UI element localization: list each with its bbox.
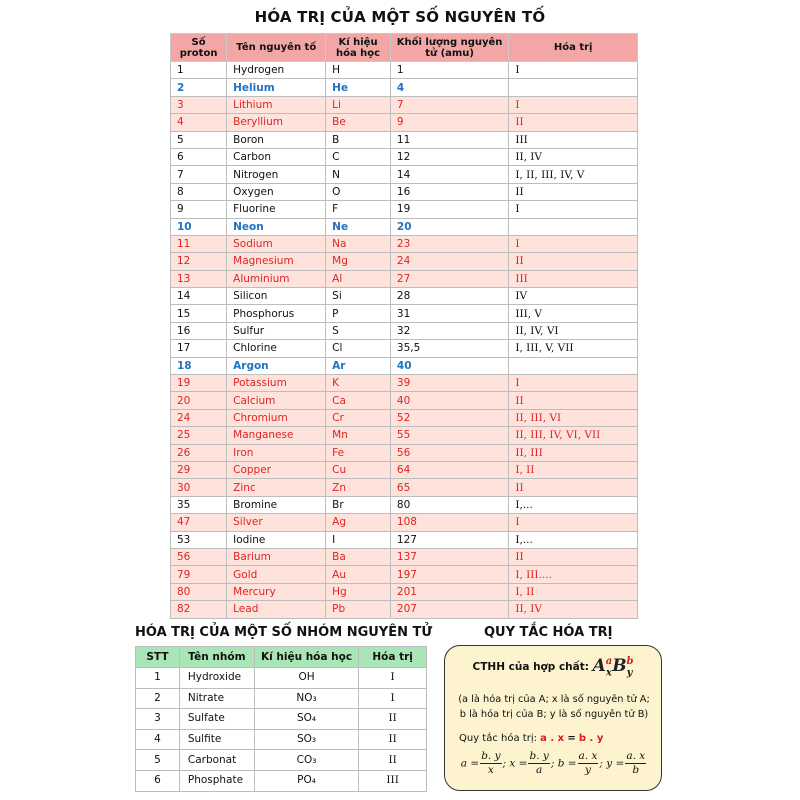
cell-symbol: Na — [326, 235, 391, 252]
fraction-lhs: a = — [460, 757, 480, 770]
cell-group-symbol: CO₃ — [254, 750, 358, 771]
cell-mass: 65 — [390, 479, 508, 496]
cell-mass: 40 — [390, 357, 508, 374]
table-row — [171, 357, 638, 374]
cell-mass: 20 — [390, 218, 508, 235]
cell-mass: 14 — [390, 166, 508, 183]
cell-proton: 26 — [171, 444, 227, 461]
cell-valence: I — [509, 201, 638, 218]
cell-valence: I, III.... — [509, 566, 638, 583]
rule-title: QUY TẮC HÓA TRỊ — [484, 625, 613, 640]
cell-proton: 17 — [171, 340, 227, 357]
cell-mass: 64 — [390, 461, 508, 478]
rule-fractions — [451, 750, 657, 777]
cell-proton: 20 — [171, 392, 227, 409]
table-row — [171, 166, 638, 183]
cell-element-name: Aluminium — [227, 270, 326, 287]
cell-symbol: Au — [326, 566, 391, 583]
cell-element-name: Magnesium — [227, 253, 326, 270]
cell-valence: II — [509, 479, 638, 496]
table-row — [171, 409, 638, 426]
table-row — [171, 79, 638, 96]
cell-element-name: Beryllium — [227, 114, 326, 131]
cell-mass: 7 — [390, 96, 508, 113]
cell-valence: II — [509, 253, 638, 270]
cell-proton: 80 — [171, 583, 227, 600]
cell-proton: 24 — [171, 409, 227, 426]
cell-proton: 53 — [171, 531, 227, 548]
fraction-denominator: b — [632, 764, 640, 776]
cell-element-name: Calcium — [227, 392, 326, 409]
cell-group-name: Phosphate — [179, 770, 254, 791]
rule-note — [451, 692, 657, 722]
cell-valence: I, II — [509, 461, 638, 478]
cell-element-name: Helium — [227, 79, 326, 96]
cell-group-name: Sulfite — [179, 729, 254, 750]
elements-header-row — [171, 34, 638, 62]
cell-group-name: Carbonat — [179, 750, 254, 771]
cell-valence: III — [509, 131, 638, 148]
cell-symbol: Ag — [326, 514, 391, 531]
cell-element-name: Iodine — [227, 531, 326, 548]
cell-symbol: Ba — [326, 548, 391, 565]
cell-element-name: Hydrogen — [227, 62, 326, 79]
cell-element-name: Fluorine — [227, 201, 326, 218]
cell-element-name: Phosphorus — [227, 305, 326, 322]
fraction-lhs: ; y = — [599, 757, 625, 770]
cell-symbol: He — [326, 79, 391, 96]
table-row — [171, 514, 638, 531]
fraction-numerator: a. x — [578, 750, 598, 762]
cell-element-name: Sodium — [227, 235, 326, 252]
cell-mass: 16 — [390, 183, 508, 200]
cell-proton: 13 — [171, 270, 227, 287]
cell-proton: 56 — [171, 548, 227, 565]
cell-proton: 6 — [171, 148, 227, 165]
cell-element-name: Lead — [227, 601, 326, 618]
cell-valence: I, II, III, IV, V — [509, 166, 638, 183]
table-row — [171, 305, 638, 322]
table-row — [171, 479, 638, 496]
elements-body — [171, 62, 638, 619]
header-group-symbol: Kí hiệu hóa học — [254, 647, 358, 668]
cell-mass: 4 — [390, 79, 508, 96]
cell-group-name: Nitrate — [179, 688, 254, 709]
cell-element-name: Sulfur — [227, 322, 326, 339]
cell-mass: 19 — [390, 201, 508, 218]
fraction-numerator: b. y — [481, 750, 501, 762]
table-row — [136, 729, 427, 750]
cell-valence: II, IV, VI — [509, 322, 638, 339]
table-row — [171, 235, 638, 252]
cell-mass: 39 — [390, 375, 508, 392]
cell-valence: II — [509, 183, 638, 200]
cell-mass: 197 — [390, 566, 508, 583]
cell-symbol: P — [326, 305, 391, 322]
cell-valence: I — [509, 62, 638, 79]
cell-mass: 207 — [390, 601, 508, 618]
cell-mass: 12 — [390, 148, 508, 165]
cell-proton: 47 — [171, 514, 227, 531]
cell-valence: IV — [509, 288, 638, 305]
rule-right: b . y — [578, 733, 604, 744]
cell-stt: 2 — [136, 688, 180, 709]
cell-element-name: Silicon — [227, 288, 326, 305]
cell-mass: 201 — [390, 583, 508, 600]
cell-proton: 19 — [171, 375, 227, 392]
cell-symbol: Cu — [326, 461, 391, 478]
cell-mass: 24 — [390, 253, 508, 270]
cell-proton: 10 — [171, 218, 227, 235]
cell-mass: 40 — [390, 392, 508, 409]
cell-mass: 11 — [390, 131, 508, 148]
table-row — [171, 288, 638, 305]
cell-proton: 7 — [171, 166, 227, 183]
cell-element-name: Chromium — [227, 409, 326, 426]
cell-proton: 25 — [171, 427, 227, 444]
cell-symbol: Al — [326, 270, 391, 287]
table-row — [171, 444, 638, 461]
cell-element-name: Nitrogen — [227, 166, 326, 183]
table-row — [171, 392, 638, 409]
cell-element-name: Neon — [227, 218, 326, 235]
cell-proton: 16 — [171, 322, 227, 339]
rule-note-line-1: (a là hóa trị của A; x là số nguyên tử A; — [458, 694, 650, 705]
cell-element-name: Carbon — [227, 148, 326, 165]
cell-valence: I — [509, 235, 638, 252]
cell-proton: 82 — [171, 601, 227, 618]
cell-element-name: Barium — [227, 548, 326, 565]
cell-element-name: Potassium — [227, 375, 326, 392]
cell-group-symbol: OH — [254, 668, 358, 689]
table-row — [171, 270, 638, 287]
fraction — [528, 750, 549, 777]
cell-proton: 30 — [171, 479, 227, 496]
cell-stt: 5 — [136, 750, 180, 771]
cell-valence: II — [509, 548, 638, 565]
table-row — [171, 253, 638, 270]
cell-mass: 56 — [390, 444, 508, 461]
cell-symbol: B — [326, 131, 391, 148]
cell-valence — [509, 79, 638, 96]
header-group-name: Tên nhóm — [179, 647, 254, 668]
cell-proton: 35 — [171, 496, 227, 513]
cthh-label: CTHH của hợp chất: — [472, 661, 589, 674]
cell-element-name: Boron — [227, 131, 326, 148]
cell-proton: 2 — [171, 79, 227, 96]
cell-mass: 137 — [390, 548, 508, 565]
table-row — [171, 548, 638, 565]
cell-symbol: Mg — [326, 253, 391, 270]
fraction-denominator: y — [585, 764, 591, 776]
cell-valence: I — [509, 96, 638, 113]
cell-valence: I, III, V, VII — [509, 340, 638, 357]
fraction — [578, 750, 599, 777]
cell-mass: 31 — [390, 305, 508, 322]
fraction-numerator: b. y — [529, 750, 549, 762]
fraction — [625, 750, 646, 777]
cell-symbol: Li — [326, 96, 391, 113]
fraction-denominator: a — [536, 764, 543, 776]
cell-mass: 35,5 — [390, 340, 508, 357]
cell-symbol: C — [326, 148, 391, 165]
groups-table — [135, 646, 427, 792]
cell-mass: 27 — [390, 270, 508, 287]
cell-proton: 29 — [171, 461, 227, 478]
cell-stt: 6 — [136, 770, 180, 791]
cell-valence: III — [509, 270, 638, 287]
groups-title: HÓA TRỊ CỦA MỘT SỐ NHÓM NGUYÊN TỬ — [135, 625, 433, 640]
header-valence: Hóa trị — [509, 34, 638, 62]
cell-group-valence: II — [359, 729, 427, 750]
table-row — [136, 709, 427, 730]
cell-group-valence: II — [359, 750, 427, 771]
cell-valence — [509, 218, 638, 235]
cell-symbol: N — [326, 166, 391, 183]
table-row — [136, 750, 427, 771]
cell-mass: 23 — [390, 235, 508, 252]
cell-group-valence: III — [359, 770, 427, 791]
cell-element-name: Lithium — [227, 96, 326, 113]
cell-valence: III, V — [509, 305, 638, 322]
cell-valence: II, III, VI — [509, 409, 638, 426]
table-row — [171, 201, 638, 218]
cell-valence: I — [509, 375, 638, 392]
cell-symbol: Hg — [326, 583, 391, 600]
table-row — [171, 340, 638, 357]
cell-symbol: F — [326, 201, 391, 218]
table-row — [136, 770, 427, 791]
cell-group-symbol: SO₄ — [254, 709, 358, 730]
cell-symbol: Ar — [326, 357, 391, 374]
cell-group-symbol: SO₃ — [254, 729, 358, 750]
cell-stt: 4 — [136, 729, 180, 750]
cell-symbol: S — [326, 322, 391, 339]
cell-symbol: Ca — [326, 392, 391, 409]
cell-proton: 3 — [171, 96, 227, 113]
header-stt: STT — [136, 647, 180, 668]
cell-symbol: H — [326, 62, 391, 79]
table-row — [171, 375, 638, 392]
table-row — [171, 322, 638, 339]
cell-group-valence: I — [359, 688, 427, 709]
cell-proton: 12 — [171, 253, 227, 270]
header-symbol: Kí hiệu hóa học — [326, 34, 391, 62]
table-row — [136, 668, 427, 689]
cell-valence: II, IV — [509, 601, 638, 618]
cell-proton: 5 — [171, 131, 227, 148]
cthh-line — [445, 656, 661, 678]
header-proton: Số proton — [171, 34, 227, 62]
cell-group-valence: I — [359, 668, 427, 689]
cell-mass: 52 — [390, 409, 508, 426]
cell-symbol: Fe — [326, 444, 391, 461]
cell-mass: 80 — [390, 496, 508, 513]
header-group-valence: Hóa trị — [359, 647, 427, 668]
cell-valence: II — [509, 392, 638, 409]
cell-element-name: Zinc — [227, 479, 326, 496]
cell-mass: 28 — [390, 288, 508, 305]
cell-mass: 9 — [390, 114, 508, 131]
cell-proton: 1 — [171, 62, 227, 79]
cell-proton: 9 — [171, 201, 227, 218]
cell-symbol: Cl — [326, 340, 391, 357]
cell-valence: I, II — [509, 583, 638, 600]
table-row — [171, 583, 638, 600]
cell-valence: I,... — [509, 531, 638, 548]
cell-element-name: Chlorine — [227, 340, 326, 357]
cell-element-name: Iron — [227, 444, 326, 461]
cell-proton: 18 — [171, 357, 227, 374]
cell-proton: 79 — [171, 566, 227, 583]
cell-symbol: O — [326, 183, 391, 200]
table-row — [171, 601, 638, 618]
cell-symbol: Si — [326, 288, 391, 305]
cell-symbol: K — [326, 375, 391, 392]
table-row — [171, 461, 638, 478]
fraction-lhs: ; b = — [550, 757, 577, 770]
cell-element-name: Manganese — [227, 427, 326, 444]
cell-symbol: Ne — [326, 218, 391, 235]
cell-symbol: Mn — [326, 427, 391, 444]
fraction-lhs: ; x = — [502, 757, 528, 770]
rule-statement — [459, 733, 603, 744]
page-title: HÓA TRỊ CỦA MỘT SỐ NGUYÊN TỐ — [254, 8, 546, 26]
cell-stt: 1 — [136, 668, 180, 689]
cell-valence: II, III — [509, 444, 638, 461]
cell-element-name: Argon — [227, 357, 326, 374]
cell-mass: 108 — [390, 514, 508, 531]
cell-valence: I — [509, 514, 638, 531]
table-row — [171, 531, 638, 548]
fraction-denominator: x — [487, 764, 494, 776]
cell-stt: 3 — [136, 709, 180, 730]
cell-symbol: Cr — [326, 409, 391, 426]
cell-mass: 127 — [390, 531, 508, 548]
cell-valence: I,... — [509, 496, 638, 513]
table-row — [171, 131, 638, 148]
cell-element-name: Oxygen — [227, 183, 326, 200]
table-row — [171, 148, 638, 165]
table-row — [171, 183, 638, 200]
cell-symbol: Pb — [326, 601, 391, 618]
cell-mass: 1 — [390, 62, 508, 79]
rule-eq: = — [567, 733, 576, 744]
table-row — [171, 62, 638, 79]
cell-proton: 15 — [171, 305, 227, 322]
table-row — [171, 218, 638, 235]
cell-group-name: Hydroxide — [179, 668, 254, 689]
fraction-numerator: a. x — [626, 750, 646, 762]
cell-proton: 4 — [171, 114, 227, 131]
cell-element-name: Mercury — [227, 583, 326, 600]
cell-symbol: Zn — [326, 479, 391, 496]
cell-valence: II — [509, 114, 638, 131]
rule-note-line-2: b là hóa trị của B; y là số nguyên tử B) — [459, 709, 649, 720]
cell-symbol: I — [326, 531, 391, 548]
cell-element-name: Bromine — [227, 496, 326, 513]
cell-mass: 32 — [390, 322, 508, 339]
cell-proton: 11 — [171, 235, 227, 252]
header-mass: Khối lượng nguyên tử (amu) — [390, 34, 508, 62]
cell-group-symbol: PO₄ — [254, 770, 358, 791]
cell-mass: 55 — [390, 427, 508, 444]
cell-valence: II, III, IV, VI, VII — [509, 427, 638, 444]
cell-group-symbol: NO₃ — [254, 688, 358, 709]
elements-table — [170, 33, 638, 619]
groups-header-row — [136, 647, 427, 668]
valence-rule-box — [444, 645, 662, 791]
fraction — [480, 750, 501, 777]
cell-element-name: Copper — [227, 461, 326, 478]
cell-element-name: Gold — [227, 566, 326, 583]
cell-group-valence: II — [359, 709, 427, 730]
cell-proton: 14 — [171, 288, 227, 305]
groups-body — [136, 668, 427, 792]
rule-label: Quy tắc hóa trị: — [459, 733, 537, 744]
cell-element-name: Silver — [227, 514, 326, 531]
cell-symbol: Be — [326, 114, 391, 131]
cell-valence — [509, 357, 638, 374]
table-row — [171, 496, 638, 513]
header-name: Tên nguyên tố — [227, 34, 326, 62]
table-row — [171, 114, 638, 131]
table-row — [171, 566, 638, 583]
compound-formula: $A_x^aB_y^b$ — [592, 656, 634, 679]
cell-group-name: Sulfate — [179, 709, 254, 730]
table-row — [171, 427, 638, 444]
table-row — [136, 688, 427, 709]
cell-symbol: Br — [326, 496, 391, 513]
cell-valence: II, IV — [509, 148, 638, 165]
cell-proton: 8 — [171, 183, 227, 200]
table-row — [171, 96, 638, 113]
rule-left: a . x — [540, 733, 565, 744]
